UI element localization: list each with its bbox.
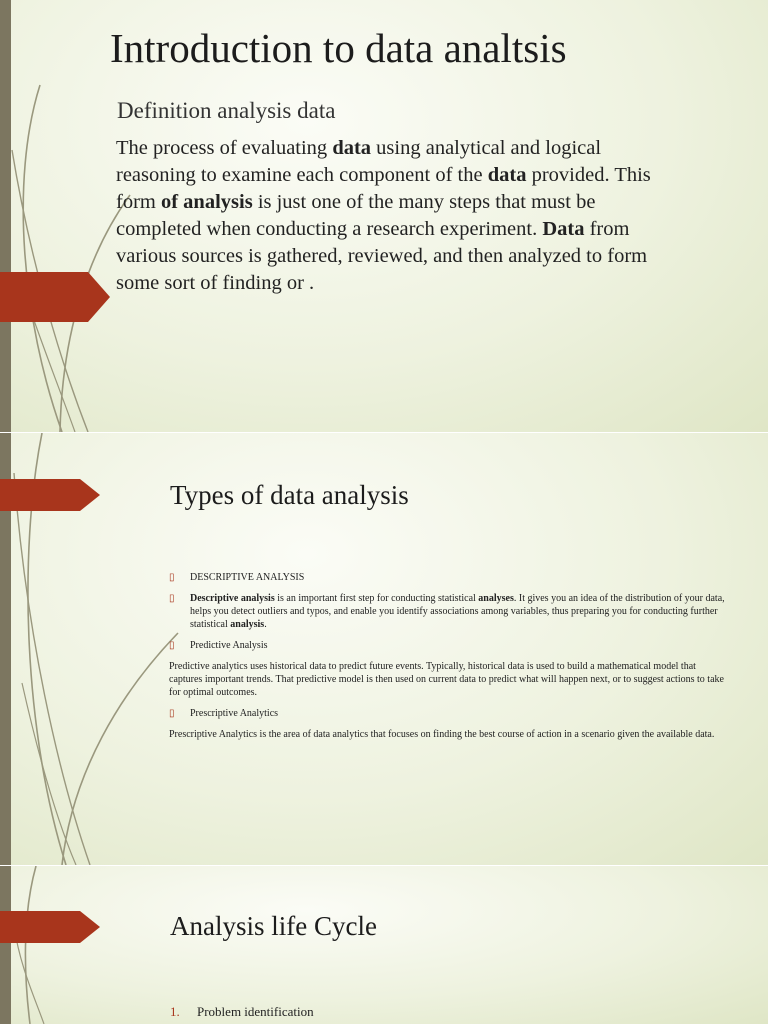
bullet-marker-icon: ▯ xyxy=(169,640,175,651)
bullet-item: ▯ Prescriptive Analytics xyxy=(169,708,279,719)
list-item xyxy=(170,1004,314,1020)
slide-3 xyxy=(0,866,768,1024)
bullet-item: ▯ Predictive Analysis xyxy=(169,640,268,651)
definition-paragraph: The process of evaluating data using analytical and logical reasoning to examine each component of the data provided. This form of analysis is just one of the many steps that must be completed when conducting a research experiment. Data from various sources is gathered, reviewed, and then analyzed to form some sort of finding or . xyxy=(116,137,651,294)
slide-2 xyxy=(0,433,768,865)
paragraph: Prescriptive Analytics is the area of data analytics that focuses on finding the best course of action in a scenario given the available data. xyxy=(169,729,715,740)
accent-arrow xyxy=(0,479,100,511)
paragraph: Predictive analytics uses historical data to predict future events. Typically, historical data is used to build a mathematical model that captures important trends. That predictive model is then used on current data to predict what will happen next, or to suggest actions to take for optimal outcomes. xyxy=(169,661,724,698)
slide-content xyxy=(169,571,729,749)
slide-title: Analysis life Cycle xyxy=(170,911,377,941)
accent-arrow xyxy=(0,911,100,943)
accent-arrow xyxy=(0,272,110,322)
list-item-text: Problem identification xyxy=(197,1004,314,1019)
bullet-item: ▯ DESCRIPTIVE ANALYSIS xyxy=(169,572,305,583)
bullet-marker-icon: ▯ xyxy=(169,593,175,604)
decorative-curves xyxy=(0,866,120,1024)
bullet-marker-icon: ▯ xyxy=(169,572,175,583)
bullet-marker-icon: ▯ xyxy=(169,708,175,719)
slide-subtitle: Definition analysis data xyxy=(117,98,336,123)
list-number: 1. xyxy=(170,1004,180,1019)
slide-title: Types of data analysis xyxy=(170,480,409,510)
bullet-item: ▯ Descriptive analysis is an important first step for conducting statistical analyses. It gives you an idea of the distribution of your data, helps you detect outliers and typos, and enable you identify associations among variables, thus preparing you for conducting further statistical analysis. xyxy=(169,593,725,630)
slide-title: Introduction to data analtsis xyxy=(110,25,567,71)
slide-1 xyxy=(0,0,768,432)
